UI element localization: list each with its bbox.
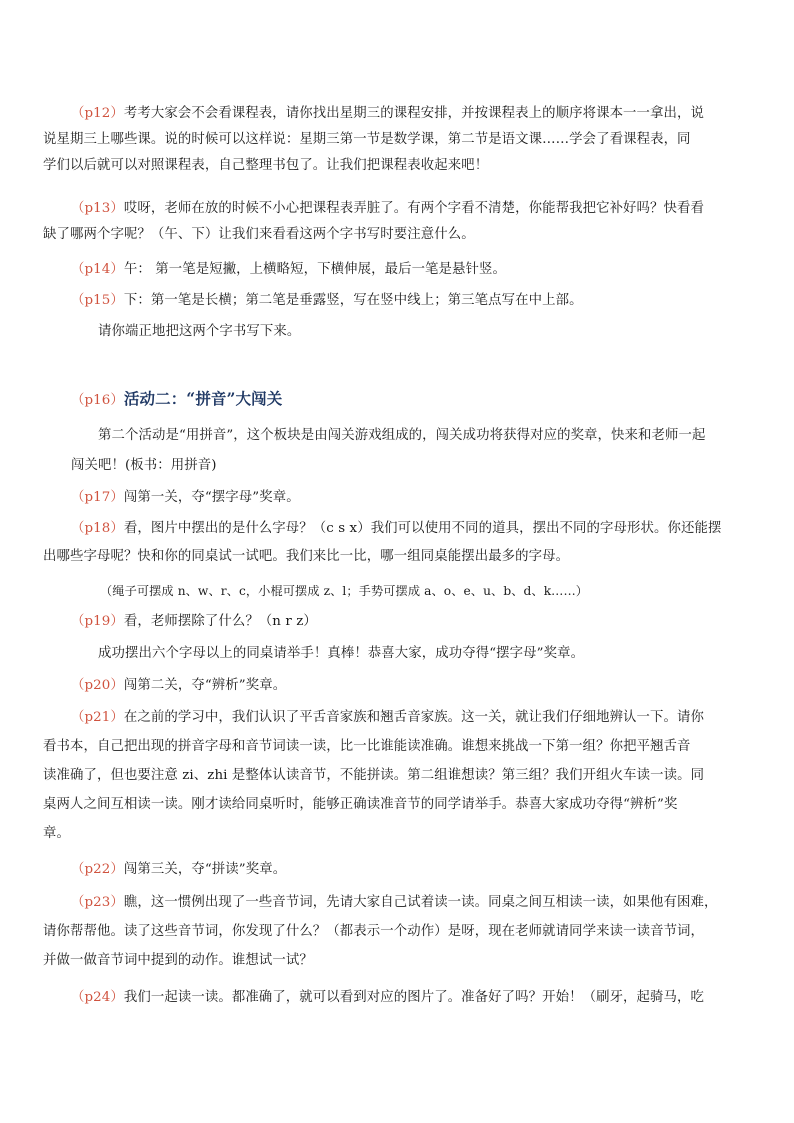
page-ref-tag: （p23） — [71, 895, 124, 910]
paragraph-line: （p15）下：第一笔是长横；第二笔是垂露竖，写在竖中线上；第三笔点写在中上部。 — [71, 293, 583, 308]
page-ref-tag: （p13） — [71, 201, 124, 216]
paragraph-line: 缺了哪两个字呢？（午、下）让我们来看看这两个字书写时要注意什么。 — [43, 227, 475, 242]
paragraph-line: （p22）闯第三关，夺“拼读”奖章。 — [71, 862, 287, 877]
paragraph-line: 并做一做音节词中提到的动作。谁想试一试？ — [43, 953, 313, 968]
paragraph-line: （绳子可摆成 n、w、r、c，小棍可摆成 z、l；手势可摆成 a、o、e、u、b、d、k……） — [100, 584, 589, 598]
paragraph-line: （p17）闯第一关，夺“摆字母”奖章。 — [71, 490, 300, 505]
paragraph-line: （p12）考考大家会不会看课程表，请你找出星期三的课程安排，并按课程表上的顺序将课本一一拿出，说 — [71, 106, 704, 121]
paragraph-line: 桌两人之间互相读一读。刚才读给同桌听时，能够正确读准音节的同学请举手。恭喜大家成功夺得“辨析”奖 — [43, 797, 678, 812]
paragraph-line: 请你端正地把这两个字书写下来。 — [98, 324, 301, 339]
page-ref-tag: （p24） — [71, 990, 124, 1005]
paragraph-line: （p19）看，老师摆除了什么？（n r z） — [71, 614, 317, 629]
page-ref-tag: （p19） — [71, 614, 124, 629]
page-ref-tag: （p17） — [71, 490, 124, 505]
paragraph-line: （p23）瞧，这一惯例出现了一些音节词，先请大家自己试着读一读。同桌之间互相读一读，如果他有困难， — [71, 895, 718, 910]
page-ref-tag: （p16） — [71, 393, 124, 408]
paragraph-line: 看书本，自己把出现的拼音字母和音节词读一读，比一比谁能读准确。谁想来挑战一下第一组？你把平翘舌音 — [43, 739, 691, 754]
paragraph-line: 第二个活动是“用拼音”，这个板块是由闯关游戏组成的，闯关成功将获得对应的奖章，快来和老师一起 — [98, 428, 706, 443]
paragraph-line: 闯关吧！(板书：用拼音) — [71, 458, 217, 473]
paragraph-line: 请你帮帮他。读了这些音节词，你发现了什么？（都表示一个动作）是呀，现在老师就请同学来读一读音节词， — [43, 924, 705, 939]
paragraph-line: （p14）午： 第一笔是短撇，上横略短，下横伸展，最后一笔是悬针竖。 — [71, 262, 506, 277]
paragraph-line: 章。 — [43, 826, 70, 841]
paragraph-line: 读准确了，但也要注意 zi、zhi 是整体认读音节，不能拼读。第二组谁想读？第三组？我们开组火车读一读。同 — [43, 768, 705, 783]
paragraph-line: （p21）在之前的学习中，我们认识了平舌音家族和翘舌音家族。这一关，就让我们仔细地辨认一下。请你 — [71, 710, 704, 725]
paragraph-line: （p24）我们一起读一读。都准确了，就可以看到对应的图片了。准备好了吗？开始！（刷牙，起骑马，吃 — [71, 990, 704, 1005]
paragraph-line: 学们以后就可以对照课程表，自己整理书包了。让我们把课程表收起来吧！ — [43, 158, 489, 173]
page-ref-tag: （p14） — [71, 262, 124, 277]
page-ref-tag: （p22） — [71, 862, 124, 877]
page-ref-tag: （p20） — [71, 678, 124, 693]
activity-two-title: 活动二：“拼音”大闯关 — [123, 389, 283, 408]
paragraph-line: 成功摆出六个字母以上的同桌请举手！真棒！恭喜大家，成功夺得“摆字母”奖章。 — [98, 646, 585, 661]
page-ref-tag: （p21） — [71, 710, 124, 725]
page-ref-tag: （p12） — [71, 106, 124, 121]
paragraph-line: 出哪些字母呢？快和你的同桌试一试吧。我们来比一比，哪一组同桌能摆出最多的字母。 — [43, 549, 570, 564]
page-ref-tag: （p18） — [71, 521, 124, 536]
paragraph-line: 说星期三上哪些课。说的时候可以这样说：星期三第一节是数学课，第二节是语文课……学会了看课程表，同 — [43, 132, 691, 147]
paragraph-line: （p13）哎呀，老师在放的时候不小心把课程表弄脏了。有两个字看不清楚，你能帮我把它补好吗？快看看 — [71, 201, 704, 216]
page-ref-tag: （p15） — [71, 293, 124, 308]
paragraph-line: （p18）看，图片中摆出的是什么字母？（c s x）我们可以使用不同的道具，摆出不同的字母形状。你还能摆 — [71, 521, 722, 536]
paragraph-line: （p20）闯第二关，夺“辨析”奖章。 — [71, 678, 287, 693]
